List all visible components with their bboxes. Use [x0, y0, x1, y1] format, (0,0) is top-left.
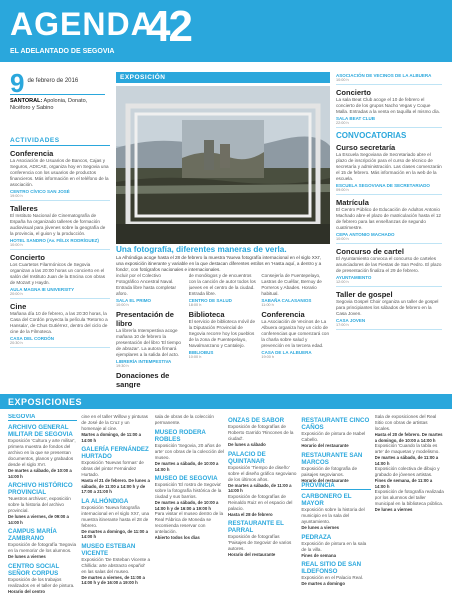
- item-time: 19:00 h: [261, 355, 274, 359]
- venue-body: Exposición 'Nuevas formas' de obras del pintor Fernández Hurtado.: [81, 460, 144, 477]
- venue-body: Exposición 'Segovia, 20 años de arte' con obras de la colección del museo.: [154, 443, 224, 460]
- date-text: de febrero de 2016: [27, 78, 79, 84]
- item-time: 10:00 h: [188, 355, 202, 359]
- venue-body: Exposición de fotografías 'Paisajes de Segovia' de varios autores.: [228, 534, 292, 551]
- santoral: [10, 94, 105, 112]
- venue-schedule: Hasta el 28 de febrero: [228, 511, 273, 517]
- venue-schedule: Horario del restaurante: [228, 552, 276, 557]
- item-title: Biblioteca: [188, 310, 225, 319]
- activity-time: 10:00 h: [10, 243, 23, 247]
- item-time: 10:00 h: [116, 303, 129, 307]
- item-time: 10:00 h: [336, 237, 349, 241]
- venue-schedule: Hasta el 20 de febrero. De martes a domingo, de 10:00 a 14:00 h: [374, 432, 443, 443]
- region-header: SEGOVIA: [8, 414, 77, 421]
- venue-schedule: Martes a domingo, de 11:00 a 14:00 h: [81, 432, 142, 443]
- divider: [10, 298, 110, 299]
- venue-title: LA ALHÓNDIGA: [81, 497, 129, 505]
- exposicion-headline: Una fotografía, diferentes maneras de verla.: [116, 245, 287, 254]
- exposiciones-column: [8, 414, 77, 596]
- item-body: de monólogos y de encuentros con la canción de autor todos los jueves en el centro de la ciudad. Entrada libre.: [188, 273, 256, 296]
- middle-columns: [116, 273, 330, 388]
- venue-body: Exposición colectiva de dibujo y grabado de jóvenes artistas.: [374, 466, 440, 477]
- item-body: El Centro Público de Educación de Adultos Antonio Machado abre el plazo de matriculación hasta el 12 de febrero para las enseñanzas de segundo cuatrimestre.: [336, 207, 441, 230]
- activity-title: Concierto: [10, 253, 46, 262]
- venue-schedule: Horario del restaurante: [301, 443, 349, 448]
- exposiciones-column: [155, 414, 224, 596]
- middle-column: [189, 273, 258, 388]
- item-venue: CEPA ANTONIO MACHADO: [336, 232, 395, 237]
- item-time: 09:00 h: [336, 188, 349, 192]
- item-venue: CASA JOVEN: [336, 318, 366, 323]
- divider: [10, 249, 110, 250]
- venue-title: GALERÍA FERNÁNDEZ HURTADO: [81, 446, 149, 460]
- divider: [336, 127, 442, 128]
- venue-title: MUSEO ESTEBAN VICENTE: [81, 542, 136, 557]
- venue-schedule: Abierto todos los días: [154, 535, 200, 540]
- venue-title: CARBONERO EL MAYOR: [301, 493, 352, 507]
- activity-body: La Asociación de Usuarios de Bancos, Cajas y Seguros, ADICAE, organiza hoy en Segovia una conferencia con los usuarios de productos financieros. Más información en el teléfono de la asociación.: [10, 158, 109, 187]
- item-title: Concurso de cartel: [336, 247, 404, 256]
- venue-body: Exposición de fotografía realizada por los alumnos del taller municipal en la biblioteca pública.: [374, 489, 444, 506]
- venue-title: CENTRO SOCIAL SEÑOR CORPUS: [8, 562, 60, 577]
- venue-title: REAL SITIO DE SAN ILDEFONSO: [301, 561, 362, 575]
- venue-title: CAMPUS MARÍA ZAMBRANO: [8, 528, 57, 542]
- activity-time: 20:00 h: [10, 292, 23, 296]
- item-time: 12:00 h: [336, 280, 349, 284]
- item-time: 10:00 h: [336, 78, 349, 82]
- activity-title: Cine: [10, 302, 27, 311]
- venue-body: Exposición de pintura de Isabel Cabello.: [301, 431, 366, 442]
- venue-schedule: De lunes a viernes: [301, 525, 340, 530]
- item-title: Taller de gospel: [336, 290, 393, 299]
- activity-venue: CASA DEL CORDÓN: [10, 336, 55, 341]
- venue-schedule: De martes a sábado, de 11:00 a 14:00 h: [374, 455, 439, 466]
- venue-schedule: De martes a domingo: [301, 581, 346, 586]
- issue-number: 42: [146, 2, 191, 51]
- venue-title: PALACIO DE QUINTANAR: [228, 450, 266, 465]
- item-time: 19:30 h: [116, 364, 129, 368]
- divider: [336, 243, 442, 244]
- divider: [336, 329, 442, 330]
- venue-schedule: De lunes a viernes: [8, 554, 46, 559]
- item-title: Matrícula: [336, 198, 369, 207]
- venue-body: Exposición de fotografía 'Segovia en la memoria' de los alumnos.: [8, 542, 77, 553]
- actividades-column: [10, 137, 110, 385]
- item-title: Curso secretaría: [336, 143, 396, 152]
- venue-body: Exposición de los trabajos realizados en el taller de pintura.: [8, 576, 75, 588]
- activity-body: Los Cuartetos Filarmónicos de Segovia organizan a las 20:00 horas un concierto en el salón del Instituto Juan de la Encina con obras de Mozart y Haydn.: [10, 262, 105, 285]
- landscape-image: [116, 86, 330, 244]
- item-body: El Ayuntamiento convoca el concurso de carteles anunciadores de las Fiestas de San Pedro. El plazo de presentación finaliza el 29 de febrero.: [336, 256, 442, 273]
- activity-time: 19:00 h: [10, 194, 23, 198]
- activity-venue: AULA MAGNA IE UNIVERSITY: [10, 287, 75, 292]
- venue-body: Exposición sobre la historia del municipio en la sala del ayuntamiento.: [301, 507, 365, 524]
- convocatorias-header: CONVOCATORIAS: [336, 131, 407, 140]
- activity-body: El Instituto Nacional de Cinematografía de España ha organizado talleres de formación audiovisual para jóvenes sobre la geografía de la provincia, el guion y la producción.: [10, 213, 106, 236]
- exposiciones-column: [228, 414, 297, 596]
- exposiciones-label: EXPOSICIONES: [8, 397, 83, 407]
- venue-schedule: De martes a sábado, de 10:00 a 14:00 h: [8, 468, 72, 479]
- day-number: 9: [10, 68, 25, 98]
- section-title: AGENDA: [10, 6, 155, 42]
- santoral-label: SANTORAL:: [10, 98, 43, 104]
- activity-venue: CENTRO CÍVICO SAN JOSÉ: [10, 189, 70, 194]
- exposiciones-column: [375, 414, 444, 596]
- venue-body: Exposición de fotografías de Reinaldo Ruiz en el espacio del palacio.: [228, 493, 293, 511]
- venue-schedule: De lunes a viernes: [374, 507, 413, 512]
- item-time: 17:00 h: [336, 323, 349, 327]
- venue-body: Exposición de fotografías de Roberto Garrido 'Rincones de la ciudad'.: [228, 424, 294, 441]
- item-body: incluir por el Colectivo Fotográfico Ancestral Naval. Entrada libre hasta completar aforo.: [116, 273, 177, 296]
- venue-body: Exposición 'Cuando la tabla es arte' de maquetas y modelismo.: [374, 443, 440, 454]
- venue-body: Exposición de pintura en la sala de la villa.: [301, 540, 367, 552]
- exposicion-bar: [116, 72, 330, 83]
- exposiciones-column: [301, 414, 370, 596]
- item-venue: SALA EL PRIMO: [116, 298, 152, 303]
- venue-title: RESTAURANTE EL PARRAL: [228, 520, 284, 534]
- activity-time: 20:30 h: [10, 341, 23, 345]
- venue-body: Exposición 'El rostro de Segovia' sobre la fotografía histórica de la ciudad y sus barrios.: [154, 482, 222, 499]
- exposiciones-band: [0, 394, 452, 409]
- item-venue: CASA DE LA ALBUERA: [261, 350, 312, 355]
- date-box: [10, 68, 105, 112]
- item-body: Consejería de Fuentepelayo, Lastras de Cuéllar, Bernuy de Porreros y Abades. Horario habitual.: [261, 273, 322, 296]
- item-venue: BIBLIOBUS: [188, 350, 214, 355]
- venue-body: Exposición 'De Esteban Vicente a Chillida: arte abstracto español' en las salas del museo.: [81, 556, 151, 574]
- item-title: Conferencia: [261, 310, 305, 319]
- item-venue: AYUNTAMIENTO: [336, 275, 372, 280]
- venue-schedule: Horario del restaurante: [301, 477, 349, 483]
- venue-title: PEDRAZA: [301, 533, 332, 541]
- venue-body: Exposición 'Nueva fotografía internacional en el siglo XXI', una muestra itinerante hasta el 28 de febrero.: [81, 504, 150, 528]
- venue-title: ARCHIVO GENERAL MILITAR DE SEGOVIA: [8, 424, 73, 438]
- venue-body: Exposición 'Tiempo de diseño' sobre el diseño gráfico segoviano de los últimos años.: [228, 464, 297, 482]
- venue-schedule: De martes a viernes, de 11:00 a 14:00 h y de 16:00 a 19:00 h: [81, 574, 145, 585]
- item-venue: LIBRERÍA INTEMPESTIVA: [116, 359, 172, 364]
- region-header: PROVINCIA: [301, 483, 370, 490]
- activity-title: Talleres: [10, 204, 38, 213]
- item-title: Concierto: [336, 88, 372, 97]
- venue-body: Sala de exposiciones del Real Sitio con obras de artistas locales.: [374, 414, 437, 431]
- activity-title: Conferencia: [10, 149, 54, 158]
- venue-schedule: De lunes a sábado: [228, 442, 266, 447]
- venue-body: Exposición 'Cultura y arte militar', primera muestra de fondos del archivo en la que se presentan documentos, planos y grabados desde el siglo XVI.: [8, 438, 76, 467]
- item-venue: ESCUELA SEGOVIANA DE SECRETARIADO: [336, 183, 430, 188]
- masthead: [0, 0, 452, 62]
- venue-schedule: De lunes a viernes, de 09:00 a 14:00 h: [8, 514, 69, 525]
- item-body: La librería Intempestiva acoge mañana 10 de febrero la presentación del libro 'El tiempo de abrazar'. La autora firmará ejemplares a la salida del acto.: [116, 328, 181, 357]
- venue-title: ARCHIVO HISTÓRICO PROVINCIAL: [8, 482, 73, 496]
- venue-schedule: Hasta el 21 de febrero. De lunes a sábado, de 11:00 a 14:00 h y de 17:00 a 21:00 h: [81, 478, 150, 494]
- venue-title: RESTAURANTE CINCO CAÑOS: [301, 417, 370, 431]
- middle-column: [261, 273, 330, 388]
- item-venue: SABAÑA CALASANIOS: [261, 298, 312, 303]
- venue-body: Exposición en el Palacio Real.: [301, 575, 364, 580]
- item-venue: ASOCIACIÓN DE VECINOS DE LA ALBUERA: [336, 73, 432, 78]
- item-time: 11:00 h: [261, 303, 274, 307]
- venue-title: MUSEO RODERA ROBLES: [154, 429, 206, 443]
- exposicion-label: EXPOSICIÓN: [120, 74, 166, 81]
- item-body: La Asociación de Vecinos de La Albuera organiza hoy un ciclo de conferencias que comenzará con la charla sobre salud y prevención en la tercera edad.: [261, 319, 329, 348]
- venue-body: Exposición de fotografía de paisajes segovianos.: [301, 465, 358, 477]
- venue-body: Para visitar el museo dentro de la Real Fábrica de Moneda se recomienda reservar con antelación.: [154, 511, 224, 534]
- item-time: 22:00 h: [336, 121, 349, 125]
- venue-body: cine en el taller Willow y pinturas de José de la Cruz y un homenaje al cine.: [81, 414, 148, 431]
- actividades-header: ACTIVIDADES: [10, 137, 110, 146]
- exposiciones-column: [81, 414, 150, 596]
- divider: [336, 84, 442, 85]
- divider: [10, 200, 110, 201]
- right-column: [336, 72, 442, 388]
- venue-title: ONZAS DE SABOR: [228, 417, 285, 424]
- venue-schedule: Horario del centro: [8, 588, 46, 594]
- publication-name: EL ADELANTADO DE SEGOVIA: [10, 48, 115, 55]
- item-time: 18:00 h: [188, 303, 202, 307]
- divider: [10, 347, 110, 348]
- exposition-photo: [116, 86, 330, 244]
- divider: [336, 286, 442, 287]
- middle-column: [116, 273, 185, 388]
- activity-venue: HOTEL SANDRO (Av. FÉLIX RODRÍGUEZ): [10, 238, 99, 243]
- venue-body: 'Nuestros archivos', exposición sobre la historia del archivo provincial.: [8, 496, 71, 513]
- item-body: El servicio de biblioteca móvil de la Diputación Provincial de Segovia recorre hoy los pueblos de la zona de Fuentepelayo, Navalmanzano y Cantalejo.: [188, 319, 256, 348]
- venue-schedule: Fines de semana, de 11:00 a 14:00 h: [374, 478, 433, 489]
- exposiciones-grid: [8, 414, 444, 596]
- item-venue: SALA BEAT CLUB: [336, 116, 375, 121]
- item-body: Segovia Gospel Choir organiza un taller de gospel para principiantes los sábados de febrero en la Casa Joven.: [336, 299, 439, 316]
- santoral-names: Apolonia, Donato, Nicéforo y Sabino: [10, 98, 88, 111]
- venue-schedule: De martes a sábado, de 10:00 a 14:00 h: [154, 461, 219, 472]
- activity-body: Mañana día 10 de febrero, a las 20:30 horas, la Casa del Cordón proyecta la película 'Retorno a Hansala', de Chus Gutiérrez, dentro del ciclo de cine de la Filmoteca.: [10, 311, 108, 334]
- venue-title: MUSEO DE SEGOVIA: [154, 475, 218, 482]
- divider: [336, 194, 442, 195]
- item-title: Donaciones de sangre: [116, 371, 170, 388]
- exposicion-intro: La Alhóndiga acoge hasta el 28 de febrero la muestra 'Nueva fotografía internacional en el siglo XXI', una exposición itinerante y variable en la que destacan diferentes estilos en 'Hasta aquí, a dentro y a fondo', con fotógrafos nacionales e internacionales.: [116, 255, 322, 272]
- venue-schedule: De martes a sábado, de 11:00 a 14:00 h: [228, 482, 292, 493]
- item-body: La Escuela Segoviana de Secretariado abre el plazo de inscripción para el curso de técnico de secretaría y administración. Las clases comenzarán el 15 de febrero. Más información en la web de la escuela.: [336, 152, 442, 181]
- venue-schedule: Fines de semana: [301, 552, 336, 558]
- venue-schedule: De martes a domingo, de 11:00 a 14:00 h: [81, 528, 148, 539]
- venue-body: sala de obras de la colección permanente.: [154, 414, 214, 425]
- item-venue: CENTRO DE SALUD: [188, 298, 232, 303]
- actividades-list: [10, 149, 110, 348]
- item-title: Presentación de libro: [116, 310, 174, 328]
- venue-title: RESTAURANTE SAN MARCOS: [301, 451, 363, 466]
- venue-schedule: De martes a sábado, de 10:00 a 14:00 h y de 16:00 a 19:00 h: [154, 500, 219, 511]
- item-body: La sala Beat Club acoge el 10 de febrero el concierto de los grupos Nacho Vegas y Coque Malla. Entradas a la venta en taquilla el mismo día.: [336, 97, 440, 114]
